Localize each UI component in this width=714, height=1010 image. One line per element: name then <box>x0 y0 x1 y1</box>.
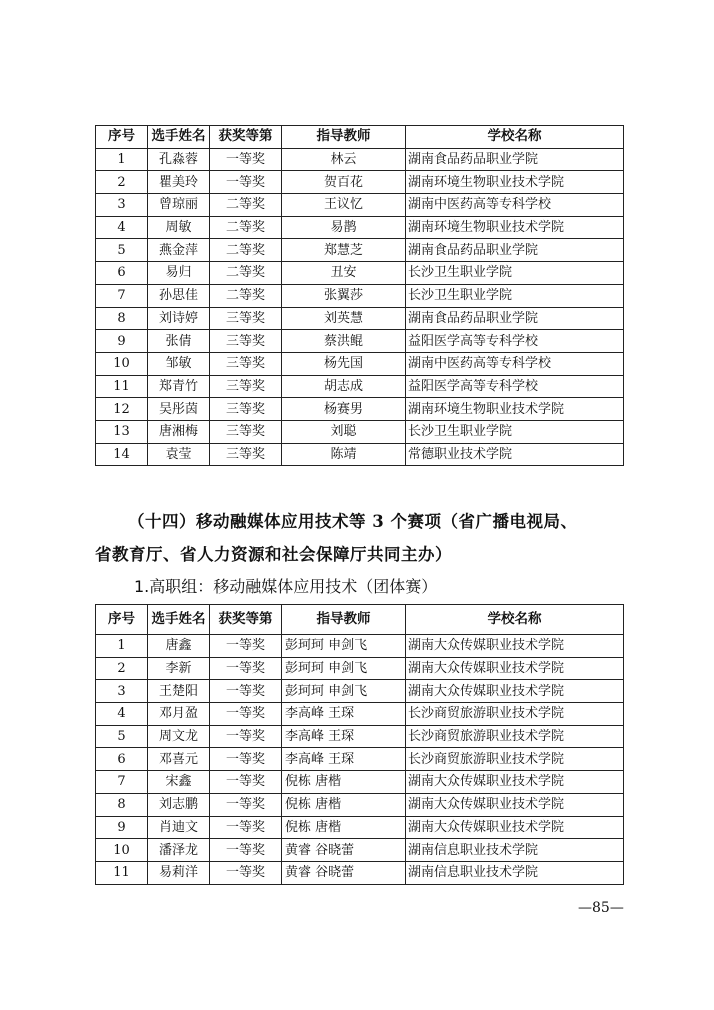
cell-index: 2 <box>96 657 148 680</box>
cell-teacher: 王议忆 <box>282 194 406 217</box>
table-row <box>96 375 624 398</box>
column-header: 指导教师 <box>282 605 406 635</box>
cell-school: 长沙卫生职业学院 <box>406 420 624 443</box>
cell-index: 7 <box>96 771 148 794</box>
cell-award: 二等奖 <box>210 284 282 307</box>
cell-school: 湖南大众传媒职业技术学院 <box>406 816 624 839</box>
cell-award: 一等奖 <box>210 861 282 884</box>
cell-name: 肖迪文 <box>148 816 210 839</box>
cell-teacher: 郑慧芝 <box>282 239 406 262</box>
cell-school: 湖南环境生物职业技术学院 <box>406 171 624 194</box>
cell-award: 三等奖 <box>210 398 282 421</box>
cell-school: 湖南大众传媒职业技术学院 <box>406 680 624 703</box>
table-header-row <box>96 605 624 635</box>
cell-teacher: 胡志成 <box>282 375 406 398</box>
cell-name: 孔淼蓉 <box>148 148 210 171</box>
cell-school: 湖南信息职业技术学院 <box>406 861 624 884</box>
cell-teacher: 丑安 <box>282 262 406 285</box>
cell-name: 王楚阳 <box>148 680 210 703</box>
cell-index: 8 <box>96 793 148 816</box>
cell-index: 9 <box>96 816 148 839</box>
column-header: 获奖等第 <box>210 126 282 149</box>
cell-school: 湖南食品药品职业学院 <box>406 148 624 171</box>
cell-name: 邓月盈 <box>148 703 210 726</box>
column-header: 学校名称 <box>406 605 624 635</box>
cell-teacher: 林云 <box>282 148 406 171</box>
table-row <box>96 725 624 748</box>
cell-teacher: 倪栋 唐楷 <box>282 771 406 794</box>
cell-school: 益阳医学高等专科学校 <box>406 375 624 398</box>
cell-teacher: 杨赛男 <box>282 398 406 421</box>
cell-index: 14 <box>96 443 148 466</box>
cell-name: 张倩 <box>148 330 210 353</box>
table-row <box>96 307 624 330</box>
cell-award: 三等奖 <box>210 420 282 443</box>
cell-name: 唐湘梅 <box>148 420 210 443</box>
cell-teacher: 刘英慧 <box>282 307 406 330</box>
cell-award: 一等奖 <box>210 748 282 771</box>
cell-index: 6 <box>96 262 148 285</box>
cell-school: 长沙卫生职业学院 <box>406 262 624 285</box>
cell-award: 一等奖 <box>210 680 282 703</box>
column-header: 学校名称 <box>406 126 624 149</box>
cell-award: 三等奖 <box>210 375 282 398</box>
cell-name: 邓喜元 <box>148 748 210 771</box>
cell-school: 湖南环境生物职业技术学院 <box>406 398 624 421</box>
cell-name: 李新 <box>148 657 210 680</box>
cell-teacher: 李高峰 王琛 <box>282 748 406 771</box>
cell-award: 一等奖 <box>210 839 282 862</box>
cell-school: 湖南食品药品职业学院 <box>406 307 624 330</box>
table-row <box>96 330 624 353</box>
cell-teacher: 贺百花 <box>282 171 406 194</box>
table-row <box>96 657 624 680</box>
cell-school: 益阳医学高等专科学校 <box>406 330 624 353</box>
column-header: 选手姓名 <box>148 605 210 635</box>
table-row <box>96 194 624 217</box>
cell-name: 刘诗婷 <box>148 307 210 330</box>
cell-award: 二等奖 <box>210 239 282 262</box>
cell-teacher: 彭珂珂 申剑飞 <box>282 657 406 680</box>
award-table-1 <box>95 125 624 466</box>
cell-award: 三等奖 <box>210 443 282 466</box>
cell-index: 3 <box>96 680 148 703</box>
table-row <box>96 635 624 658</box>
cell-school: 湖南环境生物职业技术学院 <box>406 216 624 239</box>
cell-index: 6 <box>96 748 148 771</box>
table-row <box>96 771 624 794</box>
cell-index: 11 <box>96 375 148 398</box>
section-title-line-1: （十四）移动融媒体应用技术等 3 个赛项（省广播电视局、 <box>128 512 578 531</box>
cell-name: 易莉洋 <box>148 861 210 884</box>
cell-name: 潘泽龙 <box>148 839 210 862</box>
cell-name: 瞿美玲 <box>148 171 210 194</box>
table-row <box>96 216 624 239</box>
award-table-2 <box>95 604 624 885</box>
table-header-row <box>96 126 624 149</box>
cell-name: 燕金萍 <box>148 239 210 262</box>
section-title-line-2: 省教育厅、省人力资源和社会保障厅共同主办） <box>95 545 452 564</box>
cell-name: 吴彤茵 <box>148 398 210 421</box>
cell-teacher: 黄睿 谷晓蕾 <box>282 861 406 884</box>
column-header: 序号 <box>96 605 148 635</box>
cell-index: 5 <box>96 239 148 262</box>
cell-teacher: 蔡洪鲲 <box>282 330 406 353</box>
cell-teacher: 陈靖 <box>282 443 406 466</box>
cell-index: 5 <box>96 725 148 748</box>
table-row <box>96 839 624 862</box>
cell-school: 常德职业技术学院 <box>406 443 624 466</box>
cell-award: 三等奖 <box>210 307 282 330</box>
cell-index: 3 <box>96 194 148 217</box>
cell-name: 邹敏 <box>148 352 210 375</box>
cell-index: 9 <box>96 330 148 353</box>
cell-index: 10 <box>96 839 148 862</box>
cell-index: 11 <box>96 861 148 884</box>
cell-name: 周敏 <box>148 216 210 239</box>
table-row <box>96 748 624 771</box>
page-number: —85— <box>578 900 624 916</box>
column-header: 指导教师 <box>282 126 406 149</box>
table-row <box>96 680 624 703</box>
cell-name: 刘志鹏 <box>148 793 210 816</box>
cell-index: 13 <box>96 420 148 443</box>
cell-name: 易归 <box>148 262 210 285</box>
cell-name: 唐鑫 <box>148 635 210 658</box>
table-row <box>96 171 624 194</box>
cell-school: 长沙商贸旅游职业技术学院 <box>406 748 624 771</box>
cell-school: 长沙卫生职业学院 <box>406 284 624 307</box>
cell-award: 一等奖 <box>210 771 282 794</box>
table-row <box>96 816 624 839</box>
cell-teacher: 李高峰 王琛 <box>282 725 406 748</box>
cell-school: 湖南食品药品职业学院 <box>406 239 624 262</box>
cell-index: 1 <box>96 635 148 658</box>
table-row <box>96 793 624 816</box>
cell-award: 一等奖 <box>210 725 282 748</box>
table-row <box>96 239 624 262</box>
cell-school: 湖南信息职业技术学院 <box>406 839 624 862</box>
section-subtitle: 1.高职组：移动融媒体应用技术（团体赛） <box>134 577 438 596</box>
cell-award: 二等奖 <box>210 262 282 285</box>
cell-school: 长沙商贸旅游职业技术学院 <box>406 725 624 748</box>
cell-school: 长沙商贸旅游职业技术学院 <box>406 703 624 726</box>
cell-award: 一等奖 <box>210 635 282 658</box>
column-header: 获奖等第 <box>210 605 282 635</box>
cell-index: 10 <box>96 352 148 375</box>
table-row <box>96 398 624 421</box>
cell-award: 三等奖 <box>210 352 282 375</box>
cell-name: 曾琼丽 <box>148 194 210 217</box>
cell-award: 一等奖 <box>210 816 282 839</box>
cell-index: 7 <box>96 284 148 307</box>
column-header: 选手姓名 <box>148 126 210 149</box>
cell-school: 湖南大众传媒职业技术学院 <box>406 657 624 680</box>
cell-teacher: 倪栋 唐楷 <box>282 816 406 839</box>
table-row <box>96 420 624 443</box>
table-row <box>96 703 624 726</box>
cell-award: 二等奖 <box>210 194 282 217</box>
table-row <box>96 148 624 171</box>
cell-teacher: 李高峰 王琛 <box>282 703 406 726</box>
table-row <box>96 443 624 466</box>
cell-teacher: 杨先国 <box>282 352 406 375</box>
table-row <box>96 284 624 307</box>
cell-index: 1 <box>96 148 148 171</box>
cell-award: 一等奖 <box>210 657 282 680</box>
cell-index: 4 <box>96 216 148 239</box>
cell-index: 4 <box>96 703 148 726</box>
cell-award: 三等奖 <box>210 330 282 353</box>
cell-school: 湖南中医药高等专科学校 <box>406 194 624 217</box>
cell-index: 2 <box>96 171 148 194</box>
cell-teacher: 彭珂珂 申剑飞 <box>282 635 406 658</box>
cell-award: 一等奖 <box>210 793 282 816</box>
cell-award: 一等奖 <box>210 703 282 726</box>
cell-teacher: 刘聪 <box>282 420 406 443</box>
cell-name: 孙思佳 <box>148 284 210 307</box>
table-row <box>96 352 624 375</box>
cell-index: 12 <box>96 398 148 421</box>
cell-school: 湖南大众传媒职业技术学院 <box>406 771 624 794</box>
cell-index: 8 <box>96 307 148 330</box>
cell-teacher: 张翼莎 <box>282 284 406 307</box>
cell-name: 郑青竹 <box>148 375 210 398</box>
cell-award: 一等奖 <box>210 148 282 171</box>
cell-school: 湖南中医药高等专科学校 <box>406 352 624 375</box>
cell-teacher: 易鹊 <box>282 216 406 239</box>
table-row <box>96 262 624 285</box>
cell-award: 二等奖 <box>210 216 282 239</box>
cell-teacher: 倪栋 唐楷 <box>282 793 406 816</box>
table-row <box>96 861 624 884</box>
cell-award: 一等奖 <box>210 171 282 194</box>
cell-name: 宋鑫 <box>148 771 210 794</box>
cell-school: 湖南大众传媒职业技术学院 <box>406 793 624 816</box>
cell-name: 袁莹 <box>148 443 210 466</box>
cell-school: 湖南大众传媒职业技术学院 <box>406 635 624 658</box>
column-header: 序号 <box>96 126 148 149</box>
cell-teacher: 黄睿 谷晓蕾 <box>282 839 406 862</box>
cell-teacher: 彭珂珂 申剑飞 <box>282 680 406 703</box>
cell-name: 周文龙 <box>148 725 210 748</box>
